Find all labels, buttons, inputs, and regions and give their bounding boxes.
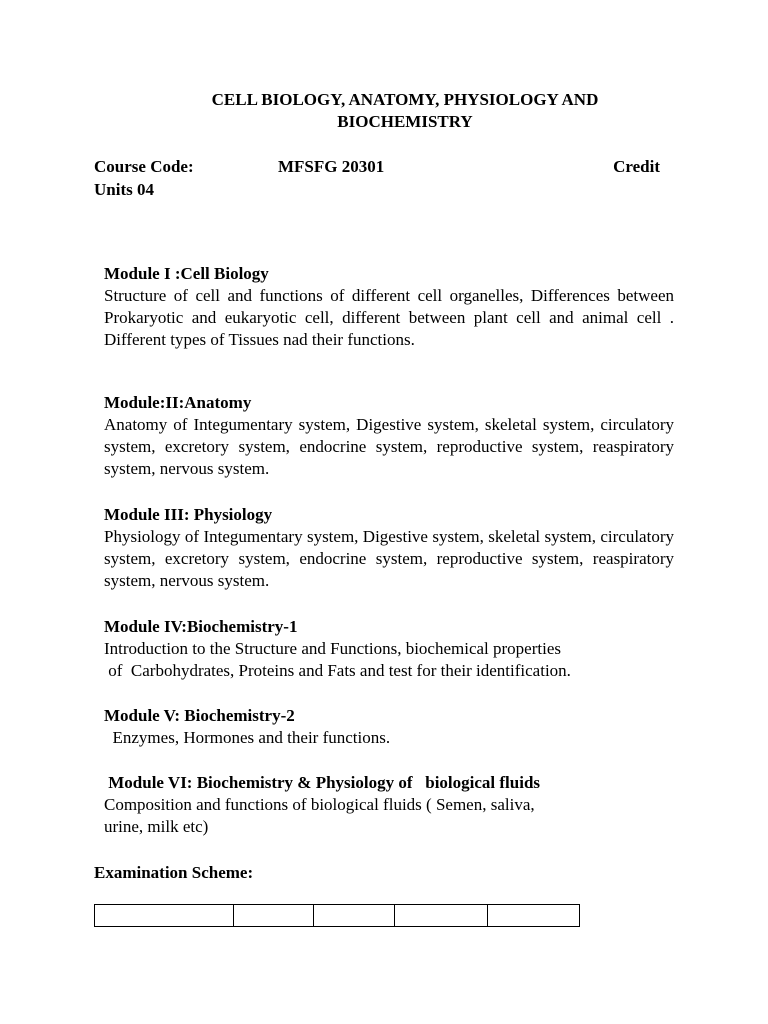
module-4 bbox=[104, 616, 674, 682]
module-1 bbox=[104, 263, 674, 351]
table-cell bbox=[395, 905, 488, 927]
module-heading: Module:II:Anatomy bbox=[104, 393, 252, 412]
module-3 bbox=[104, 504, 674, 592]
course-code-value: MFSFG 20301 bbox=[278, 157, 385, 176]
table-row bbox=[95, 905, 580, 927]
examination-scheme-heading: Examination Scheme: bbox=[94, 863, 254, 882]
table-cell bbox=[488, 905, 580, 927]
title-line-2: BIOCHEMISTRY bbox=[337, 112, 473, 131]
module-6 bbox=[104, 772, 674, 838]
module-heading: Module III: Physiology bbox=[104, 505, 273, 524]
table-cell bbox=[314, 905, 395, 927]
course-code-row bbox=[94, 156, 666, 178]
module-body-line-2: urine, milk etc) bbox=[104, 817, 209, 836]
table-cell bbox=[95, 905, 234, 927]
page-title bbox=[150, 89, 660, 133]
module-2 bbox=[104, 392, 674, 480]
module-body-line-1: Introduction to the Structure and Functions, biochemical properties bbox=[104, 639, 561, 658]
module-body-line-1: Composition and functions of biological fluids ( Semen, saliva, bbox=[104, 795, 535, 814]
examination-scheme-table bbox=[94, 904, 580, 927]
table-cell bbox=[234, 905, 314, 927]
module-heading: Module VI: Biochemistry & Physiology of biological fluids bbox=[104, 773, 541, 792]
module-heading: Module V: Biochemistry-2 bbox=[104, 706, 295, 725]
module-body: Physiology of Integumentary system, Digestive system, skeletal system, circulatory system, excretory system, endocrine system, reproductive system, reaspiratory system, nervous system. bbox=[104, 527, 674, 590]
module-5 bbox=[104, 705, 674, 749]
course-code-label: Course Code: bbox=[94, 157, 194, 176]
title-line-1: CELL BIOLOGY, ANATOMY, PHYSIOLOGY AND bbox=[211, 90, 599, 109]
module-body-line-2: of Carbohydrates, Proteins and Fats and test for their identification. bbox=[104, 661, 571, 680]
module-body: Structure of cell and functions of different cell organelles, Differences between Prokaryotic and eukaryotic cell, different between plant cell and animal cell . Different types of Tissues nad their functions. bbox=[104, 286, 674, 349]
credit-units: Units 04 bbox=[94, 180, 154, 199]
module-heading: Module I :Cell Biology bbox=[104, 264, 269, 283]
module-heading: Module IV:Biochemistry-1 bbox=[104, 617, 298, 636]
credit-label: Credit bbox=[613, 157, 660, 176]
module-body: Enzymes, Hormones and their functions. bbox=[104, 728, 391, 747]
module-body: Anatomy of Integumentary system, Digestive system, skeletal system, circulatory system, excretory system, endocrine system, reproductive system, reaspiratory system, nervous system. bbox=[104, 415, 674, 478]
